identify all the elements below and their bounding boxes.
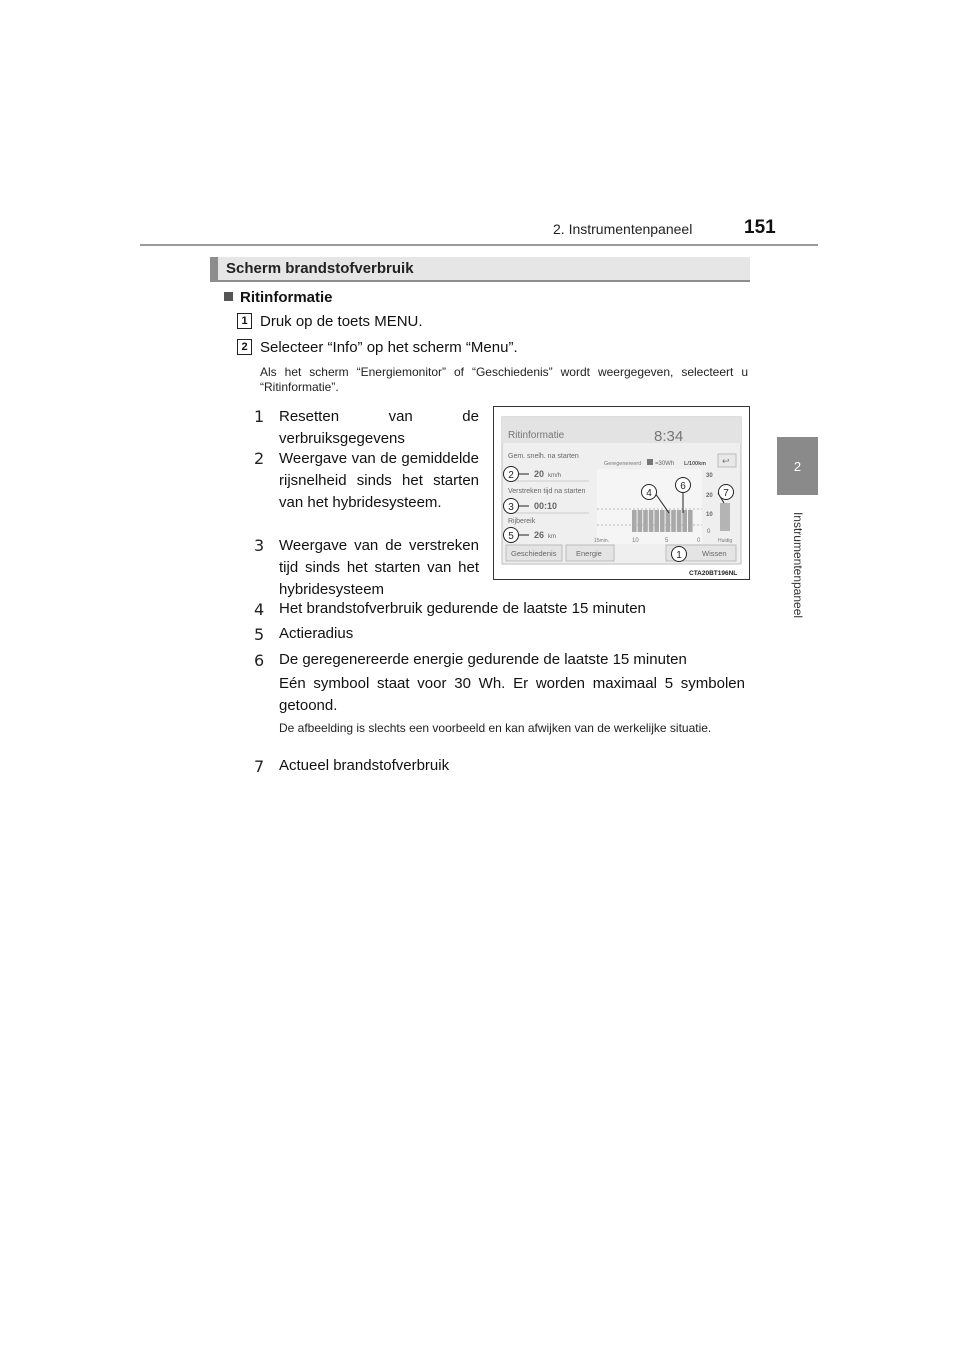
x-tick: 10 (632, 538, 639, 544)
section-title: Scherm brandstofverbruik (226, 260, 414, 277)
subheading-text: Ritinformatie (240, 289, 333, 306)
consumption-bar (643, 510, 648, 532)
svg-text:3: 3 (508, 502, 514, 513)
page-number: 151 (744, 217, 776, 238)
elapsed-value: 00:10 (534, 501, 558, 511)
consumption-bar (654, 510, 659, 532)
note: De afbeelding is slechts een voorbeeld en kan afwijken van de werkelijke situatie. (279, 721, 712, 735)
y-tick: 10 (706, 512, 713, 518)
step-number: 1 (237, 313, 252, 329)
svg-text:7: 7 (723, 488, 729, 499)
x-tick: 5 (665, 538, 669, 544)
regen-value: =30Wh (655, 461, 675, 467)
subheading (224, 289, 333, 306)
section-title-bar (210, 257, 750, 282)
consumption-bar (688, 510, 693, 532)
consumption-bar (660, 510, 665, 532)
avg-speed-unit: km/h (548, 473, 562, 479)
svg-text:4: 4 (646, 488, 652, 499)
item-text: Het brandstofverbruik gedurende de laatste 15 minuten (279, 600, 646, 617)
item-text: Actueel brandstofverbruik (279, 757, 450, 774)
screen-title: Ritinformatie (508, 430, 565, 441)
svg-text:6: 6 (680, 481, 686, 492)
regen-label: Geregenereerd (604, 461, 642, 467)
consumption-bar (638, 510, 643, 532)
consumption-bar (677, 510, 682, 532)
callout-marker: 2 (254, 449, 265, 468)
consumption-bars (632, 510, 693, 532)
range-value: 26 (534, 530, 545, 540)
header-rule (140, 244, 818, 246)
unit-label: L/100km (684, 461, 707, 467)
square-bullet-icon (224, 292, 233, 301)
callout-7 (719, 485, 734, 500)
step-text: Selecteer “Info” op het scherm “Menu”. (260, 339, 518, 356)
clear-button-label: Wissen (702, 549, 727, 558)
elapsed-label: Verstreken tijd na starten (508, 488, 586, 495)
callout-5 (504, 528, 519, 543)
step-text: Druk op de toets MENU. (260, 313, 423, 330)
back-arrow-icon: ↩ (722, 456, 730, 466)
callout-marker: 6 (254, 651, 265, 670)
callout-6 (676, 478, 691, 493)
item-text: Resetten van de verbruiksgegevens (279, 408, 479, 447)
svg-text:5: 5 (508, 531, 514, 542)
x-tick: 0 (697, 538, 701, 544)
callout-2 (504, 467, 519, 482)
callout-marker: 4 (254, 600, 265, 619)
consumption-bar (666, 510, 671, 532)
consumption-bar (682, 510, 687, 532)
callout-marker: 7 (254, 757, 265, 776)
item-text: Weergave van de verstreken tijd sinds het starten van het hybridesysteem (279, 537, 479, 598)
energy-button-label: Energie (576, 549, 602, 558)
avg-speed-label: Gem. snelh. na starten (508, 453, 579, 460)
y-tick: 20 (706, 493, 713, 499)
item-text: De geregenereerde energie gedurende de laatste 15 minuten (279, 651, 687, 668)
svg-text:1: 1 (676, 550, 682, 561)
item-text: Actieradius (279, 625, 354, 642)
consumption-bar (632, 510, 637, 532)
history-button-label: Geschiedenis (511, 549, 557, 558)
callout-3 (504, 499, 519, 514)
range-unit: km (548, 534, 556, 540)
regen-symbol-icon (647, 459, 653, 465)
chapter-tab-label-wrap (784, 505, 812, 625)
svg-text:2: 2 (508, 470, 514, 481)
x-tick: 15min. (594, 538, 610, 544)
range-label: Rijbereik (508, 518, 536, 525)
x-tick: Huidig (718, 538, 733, 544)
callout-marker: 5 (254, 625, 265, 644)
item-text: Weergave van de gemiddelde rijsnelheid sinds het starten van het hybridesysteem. (279, 450, 479, 511)
y-tick: 0 (707, 529, 711, 535)
screen-clock: 8:34 (654, 428, 684, 445)
callout-marker: 3 (254, 536, 265, 555)
current-consumption-bar (720, 503, 730, 531)
consumption-bar (671, 510, 676, 532)
figure-code: CTA20BT196NL (689, 570, 738, 577)
avg-speed-value: 20 (534, 469, 545, 479)
callout-4 (642, 485, 657, 500)
screen-illustration (494, 407, 749, 579)
running-header-section: 2. Instrumentenpaneel (553, 221, 693, 237)
callout-marker: 1 (254, 407, 265, 426)
note: Als het scherm “Energiemonitor” of “Geschiedenis” wordt weergegeven, selecteert u “Ritinformatie”. (260, 365, 748, 394)
step-number: 2 (237, 339, 252, 355)
consumption-bar (649, 510, 654, 532)
chapter-tab: 2 (777, 437, 818, 495)
screen-figure (493, 406, 750, 580)
item-extra-text: Eén symbool staat voor 30 Wh. Er worden maximaal 5 symbolen getoond. (279, 675, 745, 714)
callout-1 (672, 547, 687, 562)
chapter-tab-label: Instrumentenpaneel (791, 511, 805, 619)
y-tick: 30 (706, 473, 713, 479)
